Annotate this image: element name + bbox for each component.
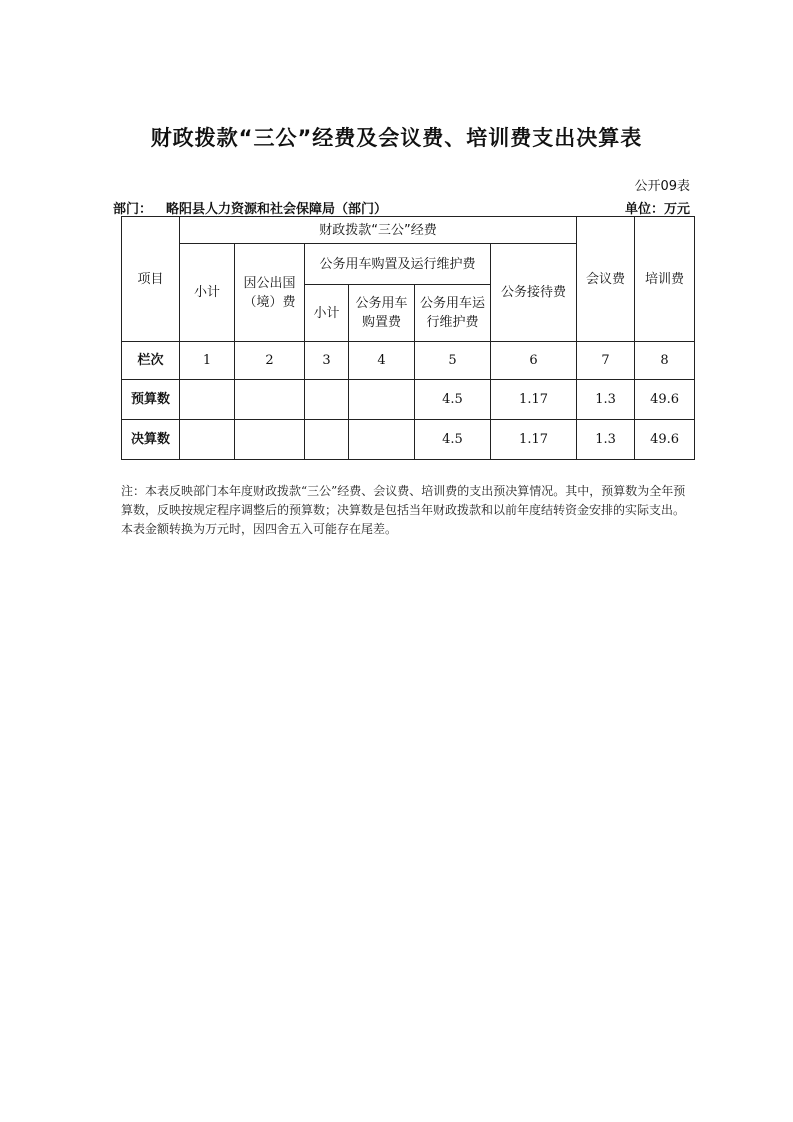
table-row-budget bbox=[122, 380, 695, 420]
header-training: 培训费 bbox=[635, 217, 695, 342]
header-vehicle-operation: 公务用车运行维护费 bbox=[415, 285, 491, 342]
table-row-index bbox=[122, 342, 695, 380]
index-cell: 5 bbox=[415, 342, 491, 380]
header-vehicle-group: 公务用车购置及运行维护费 bbox=[305, 244, 491, 285]
index-cell: 3 bbox=[305, 342, 349, 380]
table-cell: 49.6 bbox=[635, 380, 695, 420]
header-vehicle-purchase: 公务用车购置费 bbox=[349, 285, 415, 342]
index-cell: 7 bbox=[577, 342, 635, 380]
table-cell bbox=[180, 420, 235, 460]
table-cell bbox=[305, 380, 349, 420]
header-overseas: 因公出国（境）费 bbox=[235, 244, 305, 342]
table-cell bbox=[235, 380, 305, 420]
table-cell bbox=[349, 420, 415, 460]
header-reception: 公务接待费 bbox=[491, 244, 577, 342]
table-cell: 1.17 bbox=[491, 380, 577, 420]
department-name: 略阳县人力资源和社会保障局（部门） bbox=[166, 202, 388, 217]
index-cell: 4 bbox=[349, 342, 415, 380]
table-cell bbox=[305, 420, 349, 460]
table-row-final bbox=[122, 420, 695, 460]
department-label: 部门： bbox=[113, 202, 153, 217]
table-cell: 4.5 bbox=[415, 420, 491, 460]
index-cell: 2 bbox=[235, 342, 305, 380]
table-cell bbox=[235, 420, 305, 460]
department-line bbox=[113, 198, 387, 217]
table-cell bbox=[349, 380, 415, 420]
table-cell: 4.5 bbox=[415, 380, 491, 420]
table-cell bbox=[180, 380, 235, 420]
table-cell: 1.3 bbox=[577, 380, 635, 420]
row-label: 决算数 bbox=[122, 420, 180, 460]
footnote: 注：本表反映部门本年度财政拨款“三公”经费、会议费、培训费的支出预决算情况。其中，预算数为全年预算数，反映按规定程序调整后的预算数；决算数是包括当年财政拨款和以前年度结转资金安排的实际支出。本表金额转换为万元时，因四舍五入可能存在尾差。 bbox=[121, 484, 686, 536]
unit-label: 单位：万元 bbox=[624, 202, 690, 217]
expenditure-table bbox=[121, 216, 695, 460]
index-cell: 1 bbox=[180, 342, 235, 380]
table-cell: 49.6 bbox=[635, 420, 695, 460]
page-title: 财政拨款“三公”经费及会议费、培训费支出决算表 bbox=[150, 126, 643, 150]
row-label: 预算数 bbox=[122, 380, 180, 420]
header-item: 项目 bbox=[122, 217, 180, 342]
header-subtotal: 小计 bbox=[180, 244, 235, 342]
table-cell: 1.17 bbox=[491, 420, 577, 460]
header-three-public-group: 财政拨款“三公”经费 bbox=[180, 217, 577, 244]
table-code: 公开09表 bbox=[634, 179, 690, 194]
index-cell: 6 bbox=[491, 342, 577, 380]
row-label: 栏次 bbox=[122, 342, 180, 380]
header-vehicle-subtotal: 小计 bbox=[305, 285, 349, 342]
header-meeting: 会议费 bbox=[577, 217, 635, 342]
index-cell: 8 bbox=[635, 342, 695, 380]
table-cell: 1.3 bbox=[577, 420, 635, 460]
